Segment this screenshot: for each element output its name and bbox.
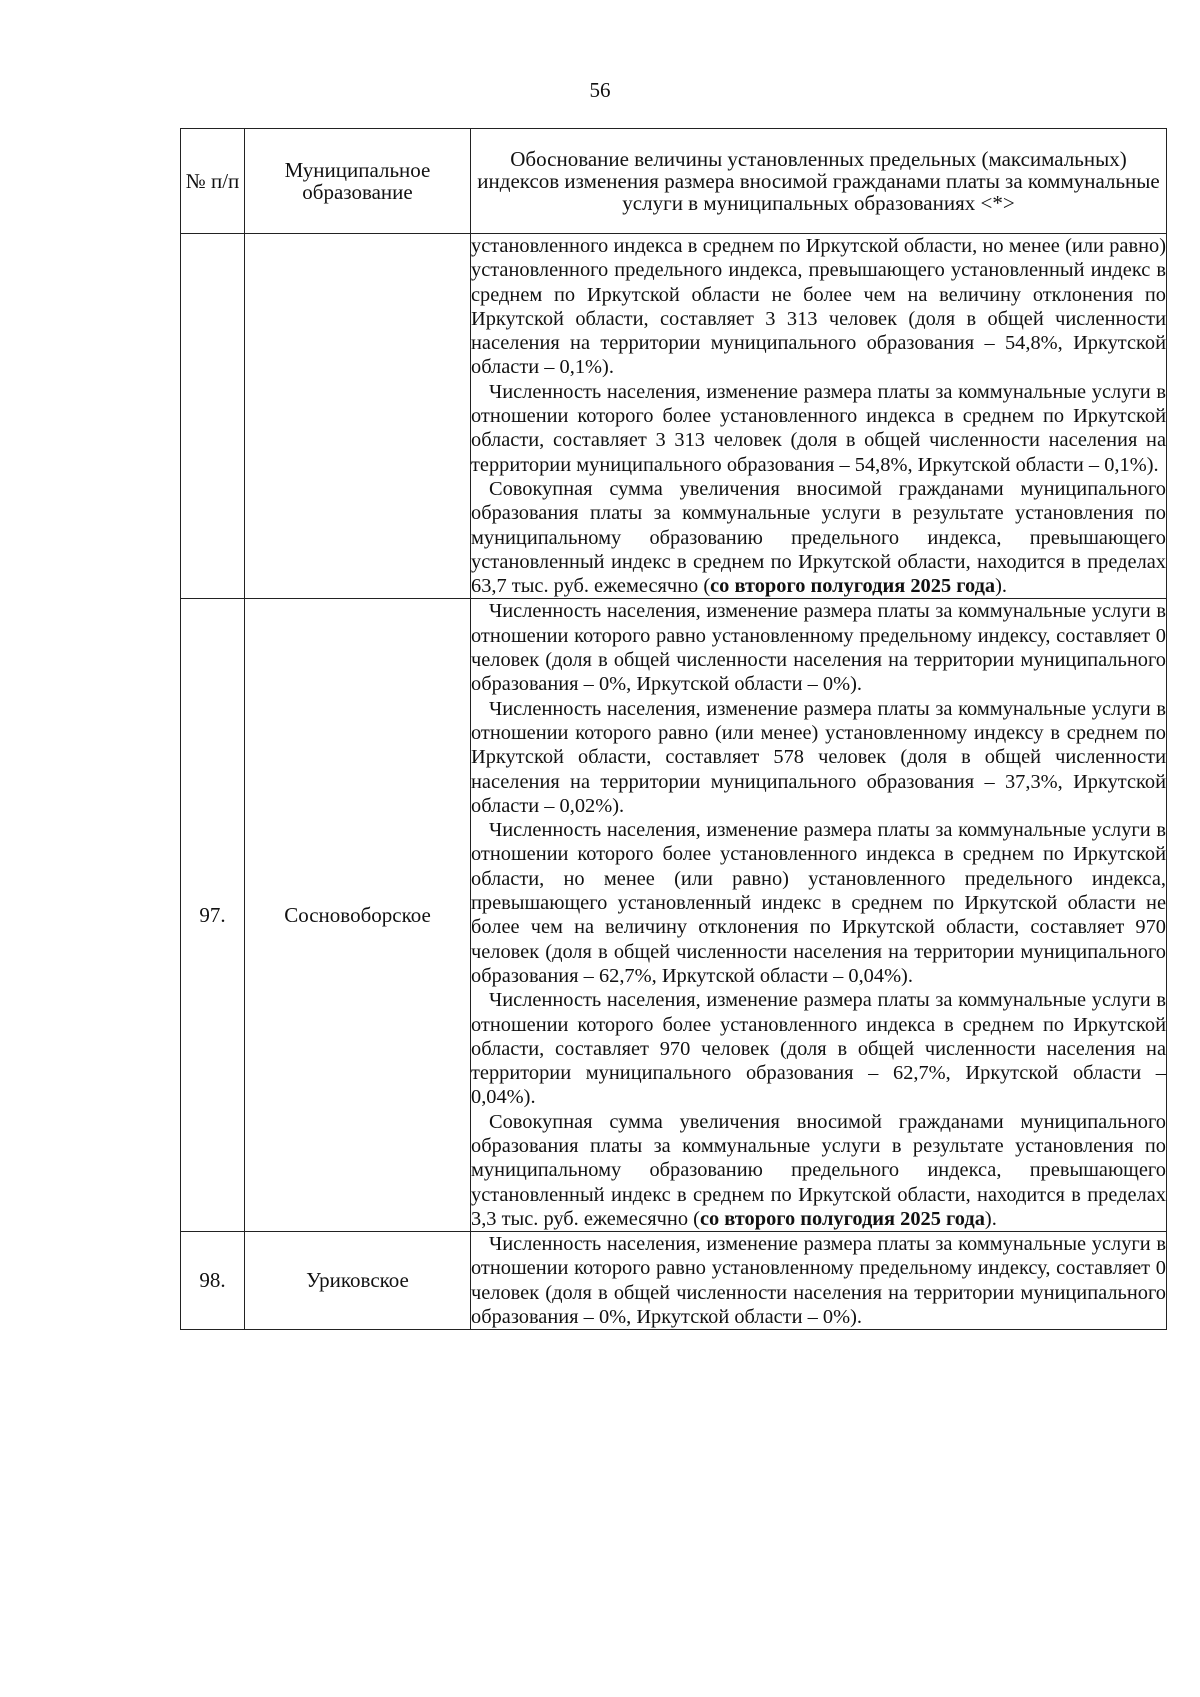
total-text-end: ). [995,575,1007,598]
row-justification [471,1232,1167,1330]
row-municipality: Сосновоборское [245,599,471,1232]
table-row [181,234,1167,599]
justification-total-paragraph [471,1110,1166,1231]
justification-paragraph: установленного индекса в среднем по Иркутской области, но менее (или равно) установленного предельного индекса, превышающего установленный индекс в среднем по Иркутской области не более чем на величину отклонения по Иркутской области, составляет 3 313 человек (доля в общей численности населения на территории муниципального образования – 54,8%, Иркутской области – 0,1%). [471,235,1166,379]
row-number [181,234,245,599]
justification-paragraph: Численность населения, изменение размера платы за коммунальные услуги в отношении которого равно установленному предельному индексу, составляет 0 человек (доля в общей численности населения на территории муниципального образования – 0%, Иркутской области – 0%). [471,1233,1166,1329]
header-justification: Обоснование величины установленных предельных (максимальных) индексов изменения размера вносимой гражданами платы за коммунальные услуги в муниципальных образованиях <*> [471,129,1167,234]
total-text: Совокупная сумма увеличения вносимой гражданами муниципального образования платы за коммунальные услуги в результате установления по муниципальному образованию предельного индекса, превышающего установленный индекс в среднем по Иркутской области, находится в пределах 63,7 тыс. руб. ежемесячно ( [471,477,1166,598]
row-number: 98. [181,1232,245,1330]
justification-table [180,128,1167,1330]
table-header-row [181,129,1167,234]
page-number: 56 [589,78,611,102]
justification-paragraph: Численность населения, изменение размера платы за коммунальные услуги в отношении которого более установленного индекса в среднем по Иркутской области, составляет 3 313 человек (доля в общей численности населения на территории муниципального образования – 54,8%, Иркутской области – 0,1%). [471,380,1166,476]
total-period: со второго полугодия 2025 года [699,1207,985,1230]
row-justification [471,599,1167,1232]
table-row [181,599,1167,1232]
row-municipality: Уриковское [245,1232,471,1330]
justification-paragraph: Численность населения, изменение размера платы за коммунальные услуги в отношении которого более установленного индекса в среднем по Иркутской области, составляет 970 человек (доля в общей численности населения на территории муниципального образования – 62,7%, Иркутской области – 0,04%). [471,989,1166,1109]
table-row [181,1232,1167,1330]
total-text-end: ). [984,1207,997,1230]
row-justification [471,234,1167,599]
total-period: со второго полугодия 2025 года [710,575,996,598]
row-number: 97. [181,599,245,1232]
justification-paragraph: Численность населения, изменение размера платы за коммунальные услуги в отношении которого более установленного индекса в среднем по Иркутской области, но менее (или равно) установленного предельного индекса, превышающего установленный индекс в среднем по Иркутской области не более чем на величину отклонения по Иркутской области, составляет 970 человек (доля в общей численности населения на территории муниципального образования – 62,7%, Иркутской области – 0,04%). [471,819,1166,987]
header-municipality: Муниципальное образование [245,129,471,234]
total-text: Совокупная сумма увеличения вносимой гражданами муниципального образования платы за коммунальные услуги в результате установления по муниципальному образованию предельного индекса, превышающего установленный индекс в среднем по Иркутской области, находится в пределах 3,3 тыс. руб. ежемесячно ( [471,1110,1166,1230]
header-number: № п/п [181,129,245,234]
justification-paragraph: Численность населения, изменение размера платы за коммунальные услуги в отношении которого равно установленному предельному индексу, составляет 0 человек (доля в общей численности населения на территории муниципального образования – 0%, Иркутской области – 0%). [471,600,1166,696]
justification-total-paragraph [471,477,1166,598]
row-municipality [245,234,471,599]
justification-paragraph: Численность населения, изменение размера платы за коммунальные услуги в отношении которого равно (или менее) установленному индексу в среднем по Иркутской области, составляет 578 человек (доля в общей численности населения на территории муниципального образования – 37,3%, Иркутской области – 0,02%). [471,697,1166,817]
